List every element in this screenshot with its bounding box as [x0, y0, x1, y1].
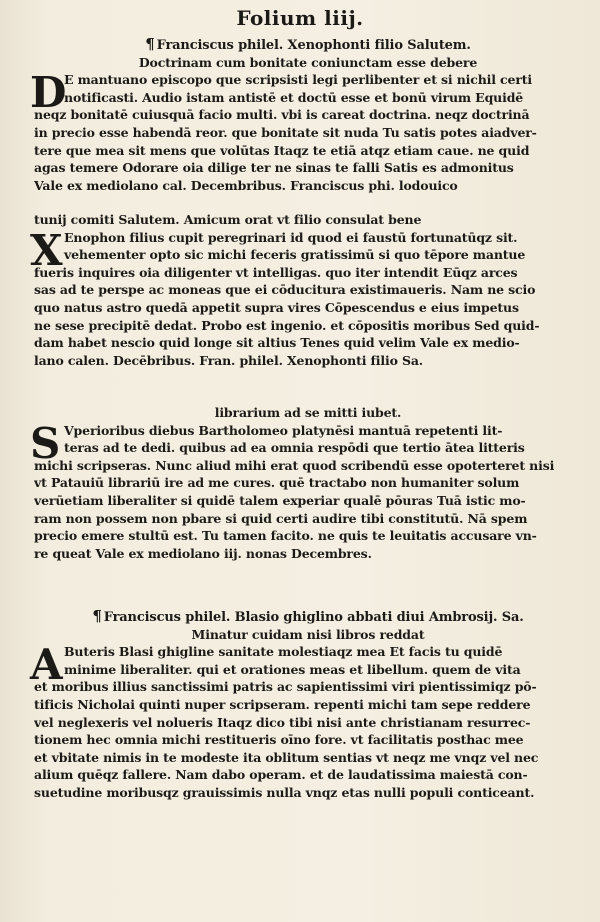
text-line: vehementer opto sic michi feceris gratissimū si quo tēpore mantue: [64, 247, 526, 263]
text-line: Enophon filius cupit peregrinari id quod ei faustū fortunatūqz sit.: [64, 229, 518, 245]
text-line: tere que mea sit mens que volūtas Itaqz te etiā atqz etiam caue. ne quid: [34, 142, 530, 158]
text-line: precio emere stultū est. Tu tamen facito. ne quis te leuitatis accusare vn-: [34, 528, 537, 544]
text-line: suetudine moribusqz grauissimis nulla vnqz etas nulli populi conticeant.: [34, 784, 535, 800]
text-line: verūetiam liberaliter si quidē talem experiar qualē pōuras Tuā istic mo-: [34, 492, 526, 508]
pilcrow-icon: ¶: [145, 36, 155, 53]
text-line: ne sese precipitē dedat. Probo est ingenio. et cōpositis moribus Sed quid-: [34, 317, 540, 333]
letter-heading: ¶ Franciscus philel. Blasio ghiglino abbati diui Ambrosij. Sa.: [92, 608, 524, 625]
text-line: re queat Vale ex mediolano iij. nonas Decembres.: [34, 545, 372, 561]
letter-2: [30, 211, 582, 369]
text-line: in precio esse habendā reor. que bonitate sit nuda Tu satis potes aiadver-: [34, 124, 537, 140]
text-line: E mantuano episcopo que scripsisti legi perlibenter et si nichil certi: [64, 72, 532, 88]
letter-body: [30, 640, 582, 801]
letter-1: [30, 36, 582, 194]
text-line: vel neglexeris vel nolueris Itaqz dico tibi nisi ante christianam resurrec-: [34, 714, 531, 730]
drop-initial: D: [30, 68, 67, 118]
text-line: Buteris Blasi ghigline sanitate molestiaqz mea Et facis tu quidē: [64, 644, 503, 660]
letter-heading: tunij comiti Salutem. Amicum orat vt filio consulat bene: [34, 212, 422, 227]
text-line: agas temere Odorare oia dilige ter ne sinas te falli Satis es admonitus: [34, 160, 514, 176]
text-line: sas ad te perspe ac moneas que ei cōducitura existimaueris. Nam ne scio: [34, 282, 536, 298]
text-line: minime liberaliter. qui et orationes meas et libellum. quem de vita: [64, 661, 521, 677]
letter-body: [30, 418, 582, 563]
text-line: tionem hec omnia michi restitueris oīno fore. vt facilitatis posthac mee: [34, 732, 524, 748]
text-line: Vperioribus diebus Bartholomeo platynēsi mantuā repetenti lit-: [64, 422, 503, 438]
text-line: ram non possem non pbare si quid certi audire tibi constitutū. Nā spem: [34, 510, 528, 526]
text-line: dam habet nescio quid longe sit altius Tenes quid velim Vale ex medio-: [34, 335, 520, 351]
letter-subheading: Doctrinam cum bonitate coniunctam esse debere: [138, 54, 478, 70]
letter-heading: ¶ Franciscus philel. Xenophonti filio Salutem.: [145, 36, 471, 53]
text-line: et vbitate nimis in te modeste ita oblitum sentias vt neqz me vnqz vel nec: [34, 749, 539, 765]
letter-subheading: Minatur cuidam nisi libros reddat: [191, 626, 425, 642]
letter-4: [30, 608, 582, 802]
text-line: michi scripseras. Nunc aliud mihi erat quod scribendū esse opoterteret nisi: [34, 457, 555, 473]
text-line: fueris inquires oia diligenter vt intelligas. quo iter intendit Eūqz arces: [34, 264, 518, 280]
text-line: et moribus illius sanctissimi patris ac sapientissimi viri pientissimiqz pō-: [34, 679, 537, 695]
letter-body: [30, 68, 582, 194]
text-line: notificasti. Audio istam antistē et doctū esse et bonū virum Equidē: [64, 89, 524, 105]
text-line: lano calen. Decēbribus. Fran. philel. Xenophonti filio Sa.: [34, 352, 423, 368]
folio-number: Folium liij.: [236, 6, 364, 30]
drop-initial: A: [30, 640, 63, 690]
text-line: vt Patauiū librariū ire ad me cures. quē tractabo non humaniter solum: [34, 475, 520, 491]
letter-body: [30, 225, 582, 370]
text-line: Vale ex mediolano cal. Decembribus. Franciscus phi. lodouico: [34, 177, 458, 193]
text-line: neqz bonitatē cuiusquā facio multi. vbi is careat doctrina. neqz doctrinā: [34, 107, 530, 123]
text-line: tificis Nicholai quinti nuper scripseram. repenti michi tam sepe reddere: [34, 696, 531, 712]
letter-heading: librarium ad se mitti iubet.: [214, 405, 402, 420]
pilcrow-icon: ¶: [92, 608, 102, 625]
text-line: teras ad te dedi. quibus ad ea omnia respōdi que tertio ātea litteris: [64, 440, 525, 456]
drop-initial: S: [30, 418, 61, 468]
drop-initial: X: [30, 225, 63, 275]
letter-3: [30, 404, 582, 562]
text-line: quo natus astro quedā appetit supra vires Cōpescendus e eius impetus: [34, 299, 519, 315]
text-line: alium quēqz fallere. Nam dabo operam. et de laudatissima maiestā con-: [34, 767, 528, 783]
